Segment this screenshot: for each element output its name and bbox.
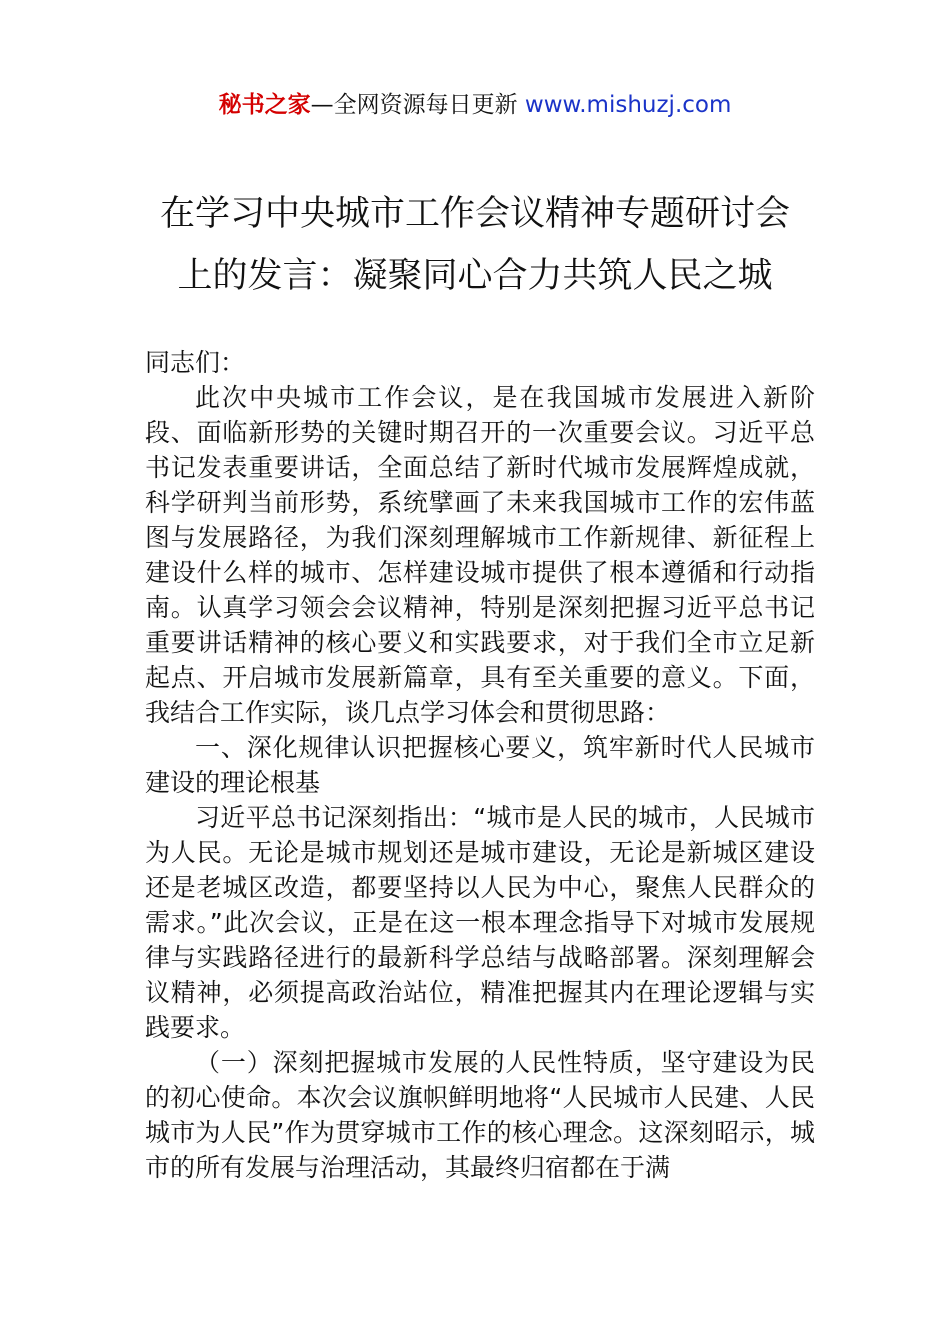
paragraph-quote: 习近平总书记深刻指出：“城市是人民的城市，人民城市为人民。无论是城市规划还是城市建设，无论是新城区建设还是老城区改造，都要坚持以人民为中心，聚焦人民群众的需求。”此次会议，正是在这一根本理念指导下对城市发展规律与实践路径进行的最新科学总结与战略部署。深刻理解会议精神，必须提高政治站位，精准把握其内在理论逻辑与实践要求。: [145, 803, 815, 1042]
brand-name: 秘书之家: [218, 92, 311, 118]
title-line-1: 在学习中央城市工作会议精神专题研讨会: [159, 194, 790, 234]
section-heading-1: 一、深化规律认识把握核心要义，筑牢新时代人民城市建设的理论根基: [145, 733, 815, 797]
paragraph-intro: 此次中央城市工作会议，是在我国城市发展进入新阶段、面临新形势的关键时期召开的一次重要会议。习近平总书记发表重要讲话，全面总结了新时代城市发展辉煌成就，科学研判当前形势，系统擘画了未来我国城市工作的宏伟蓝图与发展路径，为我们深刻理解城市工作新规律、新征程上建设什么样的城市、怎样建设城市提供了根本遵循和行动指南。认真学习领会会议精神，特别是深刻把握习近平总书记重要讲话精神的核心要义和实践要求，对于我们全市立足新起点、开启城市发展新篇章，具有至关重要的意义。下面，我结合工作实际，谈几点学习体会和贯彻思路：: [145, 383, 815, 727]
salutation: 同志们：: [145, 348, 246, 377]
document-body: [145, 345, 815, 1185]
header-tagline: —全网资源每日更新: [310, 92, 525, 118]
site-header: [0, 88, 950, 122]
title-line-2: 上的发言：凝聚同心合力共筑人民之城: [177, 256, 773, 296]
paragraph-subsection-1: （一）深刻把握城市发展的人民性特质，坚守建设为民的初心使命。本次会议旗帜鲜明地将“人民城市人民建、人民城市为人民”作为贯穿城市工作的核心理念。这深刻昭示，城市的所有发展与治理活动，其最终归宿都在于满: [145, 1048, 815, 1182]
site-url-link[interactable]: www.mishuzj.com: [524, 92, 732, 118]
document-title: [100, 183, 850, 307]
